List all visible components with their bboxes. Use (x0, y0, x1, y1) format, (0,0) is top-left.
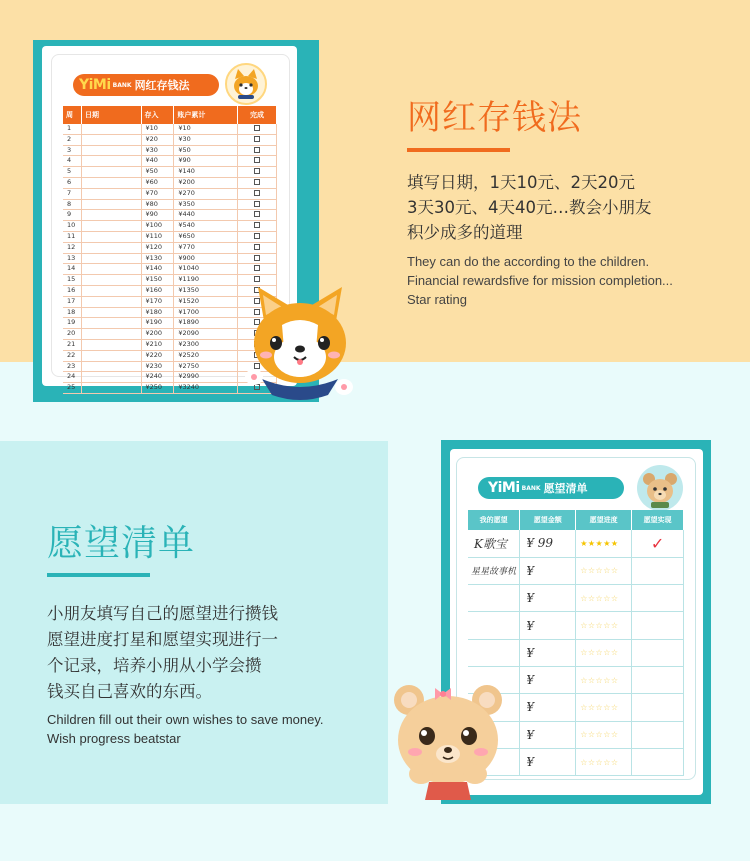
balance-cell: ¥270 (174, 188, 238, 199)
deposit-cell: ¥150 (141, 275, 174, 286)
wish-cell[interactable] (468, 612, 520, 639)
balance-cell: ¥2750 (174, 361, 238, 372)
col-wish: 我的愿望 (468, 510, 520, 530)
col-balance: 账户累计 (174, 106, 238, 124)
checkbox[interactable] (254, 147, 260, 153)
table-row (63, 188, 277, 199)
checkbox[interactable] (254, 168, 260, 174)
achieved-cell[interactable] (632, 557, 684, 584)
wishlist-heading-underline (47, 573, 150, 577)
week-cell: 11 (63, 231, 81, 242)
deposit-cell: ¥180 (141, 307, 174, 318)
table-row (63, 134, 277, 145)
table-row (63, 177, 277, 188)
progress-stars[interactable]: ☆☆☆☆☆ (576, 694, 632, 721)
col-done: 完成 (237, 106, 276, 124)
wishlist-description-en (47, 710, 377, 748)
checkbox[interactable] (254, 136, 260, 142)
done-cell (237, 199, 276, 210)
table-row (63, 253, 277, 264)
wishlist-desc-en-line: Wish progress beatstar (47, 731, 181, 746)
balance-cell: ¥50 (174, 145, 238, 156)
date-cell[interactable] (81, 124, 141, 134)
deposit-cell: ¥20 (141, 134, 174, 145)
week-cell: 14 (63, 264, 81, 275)
table-row (63, 210, 277, 221)
table-row (63, 264, 277, 275)
col-week: 周 (63, 106, 81, 124)
balance-cell: ¥200 (174, 177, 238, 188)
checkbox[interactable] (254, 255, 260, 261)
savings-description-cn (407, 170, 717, 245)
balance-cell: ¥2300 (174, 339, 238, 350)
savings-description-en (407, 252, 737, 309)
progress-stars[interactable]: ☆☆☆☆☆ (576, 585, 632, 612)
savings-desc-en-line: Financial rewardsfive for mission completion... (407, 273, 673, 288)
deposit-cell: ¥230 (141, 361, 174, 372)
balance-cell: ¥30 (174, 134, 238, 145)
progress-stars[interactable]: ☆☆☆☆☆ (576, 666, 632, 693)
achieved-cell[interactable] (632, 721, 684, 748)
date-cell[interactable] (81, 350, 141, 361)
checkbox[interactable] (254, 244, 260, 250)
savings-desc-line: 积少成多的道理 (407, 223, 523, 242)
amount-cell[interactable]: ¥ (520, 721, 576, 748)
week-cell: 16 (63, 285, 81, 296)
week-cell: 6 (63, 177, 81, 188)
deposit-cell: ¥240 (141, 372, 174, 383)
date-cell[interactable] (81, 221, 141, 232)
week-cell: 3 (63, 145, 81, 156)
savings-desc-en-line: Star rating (407, 292, 467, 307)
bear-mascot-illustration (391, 678, 505, 800)
deposit-cell: ¥80 (141, 199, 174, 210)
done-cell (237, 264, 276, 275)
date-cell[interactable] (81, 296, 141, 307)
progress-stars[interactable]: ☆☆☆☆☆ (576, 557, 632, 584)
wishlist-card-title: 愿望清单 (543, 482, 588, 495)
week-cell: 15 (63, 275, 81, 286)
week-cell: 10 (63, 221, 81, 232)
amount-cell[interactable]: ¥ (520, 557, 576, 584)
date-cell[interactable] (81, 264, 141, 275)
date-cell[interactable] (81, 134, 141, 145)
week-cell: 19 (63, 318, 81, 329)
deposit-cell: ¥190 (141, 318, 174, 329)
checkbox[interactable] (254, 190, 260, 196)
wishlist-desc-line: 愿望进度打星和愿望实现进行一 (47, 630, 278, 649)
deposit-cell: ¥40 (141, 156, 174, 167)
table-row (468, 530, 684, 557)
balance-cell: ¥440 (174, 210, 238, 221)
deposit-cell: ¥70 (141, 188, 174, 199)
progress-stars[interactable]: ☆☆☆☆☆ (576, 748, 632, 775)
progress-stars[interactable]: ☆☆☆☆☆ (576, 612, 632, 639)
col-amount: 愿望金额 (520, 510, 576, 530)
done-cell (237, 231, 276, 242)
balance-cell: ¥140 (174, 167, 238, 178)
deposit-cell: ¥250 (141, 383, 174, 394)
deposit-cell: ¥90 (141, 210, 174, 221)
table-row (63, 167, 277, 178)
savings-heading: 网红存钱法 (407, 98, 582, 138)
week-cell: 23 (63, 361, 81, 372)
savings-desc-line: 填写日期，1天10元、2天20元 (407, 173, 635, 192)
col-date: 日期 (81, 106, 141, 124)
deposit-cell: ¥50 (141, 167, 174, 178)
date-cell[interactable] (81, 188, 141, 199)
col-achieved: 愿望实现 (632, 510, 684, 530)
week-cell: 1 (63, 124, 81, 134)
deposit-cell: ¥30 (141, 145, 174, 156)
week-cell: 4 (63, 156, 81, 167)
checkbox[interactable] (254, 222, 260, 228)
date-cell[interactable] (81, 145, 141, 156)
table-row (468, 585, 684, 612)
done-cell (237, 124, 276, 134)
table-row (63, 156, 277, 167)
checkbox[interactable] (254, 125, 260, 131)
balance-cell: ¥770 (174, 242, 238, 253)
date-cell[interactable] (81, 372, 141, 383)
date-cell[interactable] (81, 253, 141, 264)
date-cell[interactable] (81, 275, 141, 286)
table-row (63, 231, 277, 242)
brand-logo: YiMi (79, 77, 111, 93)
achieved-cell[interactable] (632, 748, 684, 775)
deposit-cell: ¥210 (141, 339, 174, 350)
date-cell[interactable] (81, 199, 141, 210)
wishlist-table-header (468, 510, 684, 530)
done-cell (237, 210, 276, 221)
savings-table-header (63, 106, 277, 124)
deposit-cell: ¥110 (141, 231, 174, 242)
brand-logo: YiMi (488, 480, 520, 496)
savings-heading-underline (407, 148, 510, 152)
balance-cell: ¥1890 (174, 318, 238, 329)
achieved-cell[interactable]: ✓ (632, 530, 684, 557)
achieved-cell[interactable] (632, 694, 684, 721)
date-cell[interactable] (81, 167, 141, 178)
dog-mascot-illustration (244, 283, 356, 401)
balance-cell: ¥650 (174, 231, 238, 242)
table-row (63, 242, 277, 253)
amount-cell[interactable]: ¥ (520, 585, 576, 612)
checkbox[interactable] (254, 265, 260, 271)
done-cell (237, 156, 276, 167)
table-row (63, 221, 277, 232)
balance-cell: ¥3240 (174, 383, 238, 394)
date-cell[interactable] (81, 231, 141, 242)
progress-stars[interactable]: ★★★★★ (576, 530, 632, 557)
savings-desc-en-line: They can do the according to the children. (407, 254, 650, 269)
week-cell: 2 (63, 134, 81, 145)
date-cell[interactable] (81, 242, 141, 253)
achieved-cell[interactable] (632, 585, 684, 612)
brand-bank-label: BANK (521, 484, 541, 492)
achieved-cell[interactable] (632, 612, 684, 639)
amount-cell[interactable]: ¥ 99 (520, 530, 576, 557)
balance-cell: ¥900 (174, 253, 238, 264)
deposit-cell: ¥200 (141, 329, 174, 340)
done-cell (237, 145, 276, 156)
balance-cell: ¥350 (174, 199, 238, 210)
week-cell: 8 (63, 199, 81, 210)
amount-cell[interactable]: ¥ (520, 694, 576, 721)
table-row (468, 639, 684, 666)
wish-cell[interactable] (468, 639, 520, 666)
date-cell[interactable] (81, 177, 141, 188)
balance-cell: ¥1190 (174, 275, 238, 286)
achieved-cell[interactable] (632, 639, 684, 666)
week-cell: 7 (63, 188, 81, 199)
bear-mascot-icon (637, 465, 683, 511)
table-row (63, 124, 277, 134)
week-cell: 18 (63, 307, 81, 318)
balance-cell: ¥540 (174, 221, 238, 232)
col-progress: 愿望进度 (576, 510, 632, 530)
week-cell: 17 (63, 296, 81, 307)
week-cell: 5 (63, 167, 81, 178)
wishlist-desc-line: 个记录，培养小朋从小学会攒 (47, 656, 262, 675)
week-cell: 25 (63, 383, 81, 394)
deposit-cell: ¥100 (141, 221, 174, 232)
table-row (63, 145, 277, 156)
savings-card-title: 网红存钱法 (134, 79, 190, 92)
checkbox[interactable] (254, 157, 260, 163)
wishlist-card-brand-pill (478, 477, 624, 499)
date-cell[interactable] (81, 339, 141, 350)
savings-card-brand-pill (73, 74, 219, 96)
deposit-cell: ¥60 (141, 177, 174, 188)
date-cell[interactable] (81, 307, 141, 318)
date-cell[interactable] (81, 285, 141, 296)
date-cell[interactable] (81, 156, 141, 167)
balance-cell: ¥90 (174, 156, 238, 167)
done-cell (237, 167, 276, 178)
checkbox[interactable] (254, 276, 260, 282)
table-row (468, 612, 684, 639)
progress-stars[interactable]: ☆☆☆☆☆ (576, 639, 632, 666)
week-cell: 21 (63, 339, 81, 350)
deposit-cell: ¥220 (141, 350, 174, 361)
date-cell[interactable] (81, 329, 141, 340)
amount-cell[interactable]: ¥ (520, 748, 576, 775)
deposit-cell: ¥130 (141, 253, 174, 264)
balance-cell: ¥10 (174, 124, 238, 134)
progress-stars[interactable]: ☆☆☆☆☆ (576, 721, 632, 748)
week-cell: 20 (63, 329, 81, 340)
wishlist-desc-en-line: Children fill out their own wishes to save money. (47, 712, 324, 727)
wishlist-heading: 愿望清单 (47, 523, 196, 564)
amount-cell[interactable]: ¥ (520, 666, 576, 693)
checkbox[interactable] (254, 201, 260, 207)
week-cell: 24 (63, 372, 81, 383)
dog-mascot-icon (225, 63, 267, 105)
balance-cell: ¥1040 (174, 264, 238, 275)
wishlist-description-cn (47, 601, 347, 705)
done-cell (237, 242, 276, 253)
table-row (63, 199, 277, 210)
wish-cell[interactable] (468, 585, 520, 612)
checkbox[interactable] (254, 233, 260, 239)
date-cell[interactable] (81, 383, 141, 394)
week-cell: 9 (63, 210, 81, 221)
done-cell (237, 221, 276, 232)
week-cell: 12 (63, 242, 81, 253)
wish-cell[interactable]: K歌宝 (468, 530, 520, 557)
wishlist-desc-line: 钱买自己喜欢的东西。 (47, 682, 212, 701)
deposit-cell: ¥10 (141, 124, 174, 134)
done-cell (237, 188, 276, 199)
deposit-cell: ¥140 (141, 264, 174, 275)
brand-bank-label: BANK (112, 81, 132, 89)
savings-desc-line: 3天30元、4天40元…教会小朋友 (407, 198, 652, 217)
done-cell (237, 134, 276, 145)
wish-cell[interactable]: 星星故事机 (468, 557, 520, 584)
amount-cell[interactable]: ¥ (520, 639, 576, 666)
wishlist-desc-line: 小朋友填写自己的愿望进行攒钱 (47, 604, 278, 623)
date-cell[interactable] (81, 210, 141, 221)
col-deposit: 存入 (141, 106, 174, 124)
balance-cell: ¥2090 (174, 329, 238, 340)
deposit-cell: ¥170 (141, 296, 174, 307)
done-cell (237, 177, 276, 188)
balance-cell: ¥1350 (174, 285, 238, 296)
deposit-cell: ¥120 (141, 242, 174, 253)
checkbox[interactable] (254, 211, 260, 217)
date-cell[interactable] (81, 318, 141, 329)
balance-cell: ¥1700 (174, 307, 238, 318)
balance-cell: ¥1520 (174, 296, 238, 307)
deposit-cell: ¥160 (141, 285, 174, 296)
date-cell[interactable] (81, 361, 141, 372)
balance-cell: ¥2990 (174, 372, 238, 383)
week-cell: 22 (63, 350, 81, 361)
table-row (468, 557, 684, 584)
achieved-cell[interactable] (632, 666, 684, 693)
balance-cell: ¥2520 (174, 350, 238, 361)
checkbox[interactable] (254, 179, 260, 185)
amount-cell[interactable]: ¥ (520, 612, 576, 639)
done-cell (237, 253, 276, 264)
week-cell: 13 (63, 253, 81, 264)
